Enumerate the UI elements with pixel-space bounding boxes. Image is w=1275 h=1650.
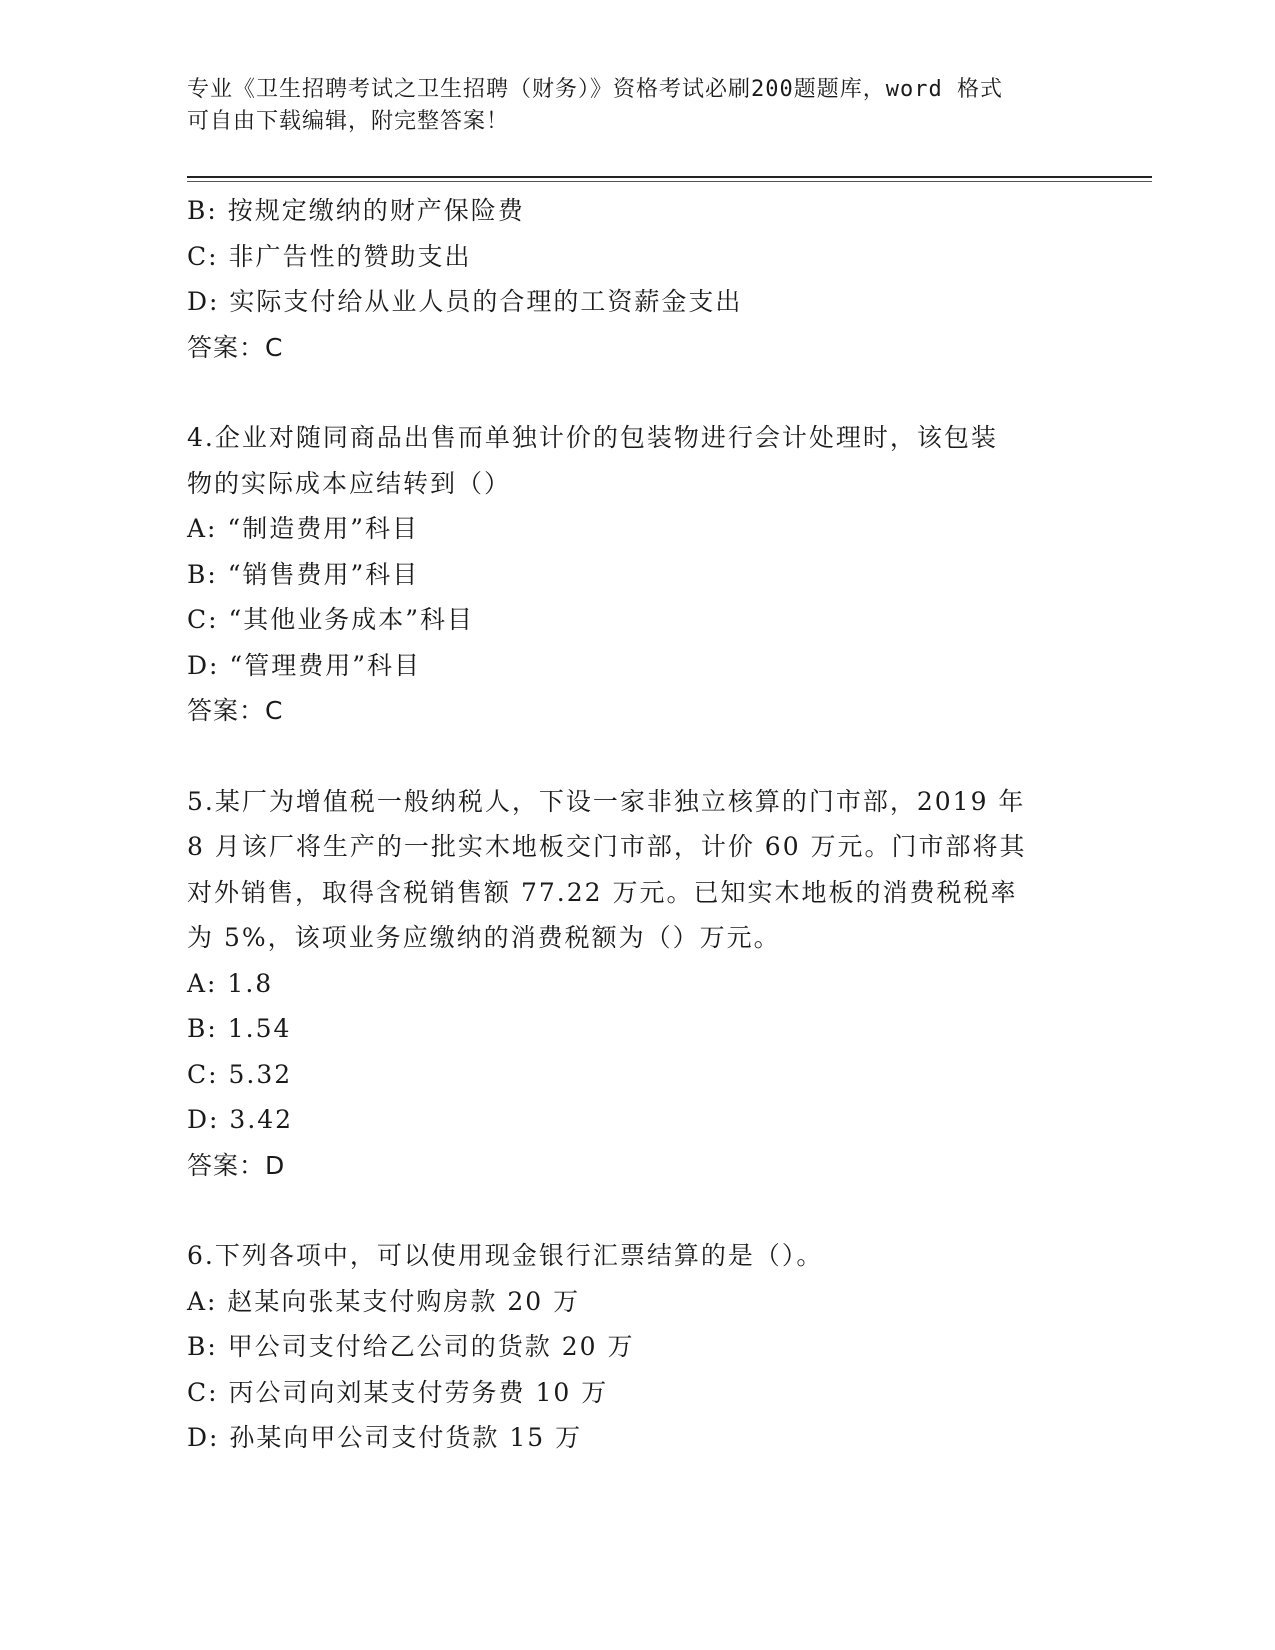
question-stem-line: 8 月该厂将生产的一批实木地板交门市部，计价 60 万元。门市部将其	[187, 832, 1027, 861]
answer-line: 答案：C	[187, 332, 284, 362]
spacer	[187, 1188, 1077, 1233]
option-b: B: 按规定缴纳的财产保险费	[187, 196, 525, 225]
option-d: D: “管理费用”科目	[187, 650, 421, 680]
option-b: B: 甲公司支付给乙公司的货款 20 万	[187, 1332, 635, 1361]
question-stem-line: 物的实际成本应结转到（）	[187, 468, 512, 498]
option-c: C: 丙公司向刘某支付劳务费 10 万	[187, 1377, 609, 1407]
answer-line: 答案：D	[187, 1150, 286, 1180]
option-c: C: 5.32	[187, 1059, 293, 1089]
option-c: C: 非广告性的赞助支出	[187, 241, 472, 271]
header-line-2: 可自由下载编辑，附完整答案！	[187, 109, 510, 134]
option-a: A: 赵某向张某支付购房款 20 万	[187, 1286, 581, 1316]
header-line-1: 专业《卫生招聘考试之卫生招聘（财务）》资格考试必刷200题题库，word 格式	[187, 77, 1003, 102]
option-c: C: “其他业务成本”科目	[187, 605, 475, 634]
option-a: A: 1.8	[187, 968, 274, 998]
document-body	[187, 188, 1077, 1461]
option-a: A: “制造费用”科目	[187, 514, 419, 543]
header-divider-thick	[187, 176, 1152, 178]
option-d: D: 3.42	[187, 1105, 294, 1134]
question-5	[187, 779, 1077, 1189]
question-stem-line: 5.某厂为增值税一般纳税人，下设一家非独立核算的门市部，2019 年	[187, 786, 1026, 816]
question-stem-line: 为 5%，该项业务应缴纳的消费税额为（）万元。	[187, 923, 781, 952]
header-divider-thin	[187, 181, 1152, 182]
spacer	[187, 734, 1077, 779]
question-4	[187, 415, 1077, 734]
spacer	[187, 370, 1077, 415]
question-stem-line: 4.企业对随同商品出售而单独计价的包装物进行会计处理时，该包装	[187, 423, 998, 452]
option-d: D: 实际支付给从业人员的合理的工资薪金支出	[187, 287, 743, 316]
question-3-tail	[187, 188, 1077, 370]
question-stem-line: 6.下列各项中，可以使用现金银行汇票结算的是（）。	[187, 1241, 824, 1270]
document-header	[187, 74, 1067, 138]
question-stem-line: 对外销售，取得含税销售额 77.22 万元。已知实木地板的消费税税率	[187, 877, 1018, 907]
option-d: D: 孙某向甲公司支付货款 15 万	[187, 1423, 583, 1452]
answer-line: 答案：C	[187, 696, 284, 725]
option-b: B: “销售费用”科目	[187, 559, 420, 589]
question-6	[187, 1233, 1077, 1461]
option-b: B: 1.54	[187, 1014, 292, 1043]
